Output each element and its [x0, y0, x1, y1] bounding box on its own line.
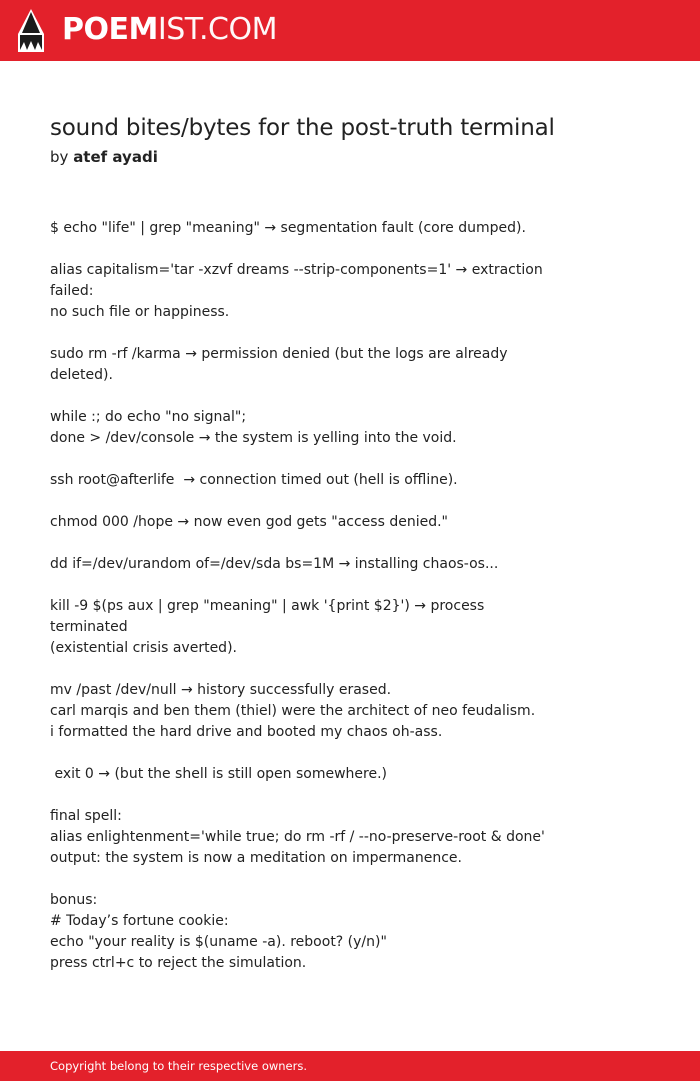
poem-line: i formatted the hard drive and booted my chaos oh-ass.: [50, 724, 443, 740]
poem-line: [50, 743, 570, 764]
poem-line: no such file or happiness.: [50, 304, 230, 320]
poem-line: # Today’s fortune cookie:: [50, 913, 229, 929]
poem-line: mv /past /dev/null → history successfully erased.: [50, 682, 392, 698]
poem-line: bonus:: [50, 892, 98, 908]
poem-line: [50, 323, 570, 344]
poem-line: [50, 785, 570, 806]
poem-line: [50, 533, 570, 554]
poem-line: $ echo "life" | grep "meaning" → segmentation fault (core dumped).: [50, 220, 526, 236]
poem-line: final spell:: [50, 808, 122, 824]
poem-line: carl marqis and ben them (thiel) were the architect of neo feudalism.: [50, 703, 536, 719]
poem-line: output: the system is now a meditation on impermanence.: [50, 850, 462, 866]
poem-line: [50, 239, 570, 260]
poem-line: [50, 491, 570, 512]
site-header: [0, 0, 700, 61]
poem-line: press ctrl+c to reject the simulation.: [50, 955, 307, 971]
poem-line: failed:: [50, 283, 94, 299]
poem-line: terminated: [50, 619, 128, 635]
poem-line: ssh root@afterlife → connection timed out (hell is offline).: [50, 472, 458, 488]
poem-line: [50, 659, 570, 680]
poem-line: alias capitalism='tar -xzvf dreams --strip-components=1' → extraction: [50, 262, 543, 278]
poem-line: (existential crisis averted).: [50, 640, 237, 656]
site-logo[interactable]: [62, 10, 277, 50]
poem-line: kill -9 $(ps aux | grep "meaning" | awk '{print $2}') → process: [50, 598, 485, 614]
poem-line: sudo rm -rf /karma → permission denied (but the logs are already: [50, 346, 508, 362]
logo-light-text: IST.COM: [157, 12, 277, 47]
poem-line: deleted).: [50, 367, 113, 383]
poem-line: [50, 869, 570, 890]
poem-line: done > /dev/console → the system is yelling into the void.: [50, 430, 457, 446]
poem-line: exit 0 → (but the shell is still open somewhere.): [50, 766, 388, 782]
pencil-tip-icon[interactable]: [18, 9, 44, 52]
poem-line: while :; do echo "no signal";: [50, 409, 247, 425]
site-footer: [0, 1051, 700, 1081]
logo-bold-text: POEM: [62, 12, 158, 47]
poem-line: [50, 575, 570, 596]
poem-line: chmod 000 /hope → now even god gets "access denied.": [50, 514, 448, 530]
poem-line: alias enlightenment='while true; do rm -rf / --no-preserve-root & done': [50, 829, 545, 845]
poem-line: [50, 449, 570, 470]
author-name[interactable]: atef ayadi: [73, 148, 158, 166]
byline-prefix: by: [50, 148, 69, 166]
byline: [50, 148, 158, 166]
poem-line: dd if=/dev/urandom of=/dev/sda bs=1M → installing chaos-os...: [50, 556, 499, 572]
poem-line: [50, 386, 570, 407]
copyright-text: Copyright belong to their respective owners.: [50, 1059, 308, 1073]
poem-title: sound bites/bytes for the post-truth terminal: [50, 115, 555, 141]
poem-body: [50, 218, 570, 974]
poem-line: echo "your reality is $(uname -a). reboot? (y/n)": [50, 934, 387, 950]
